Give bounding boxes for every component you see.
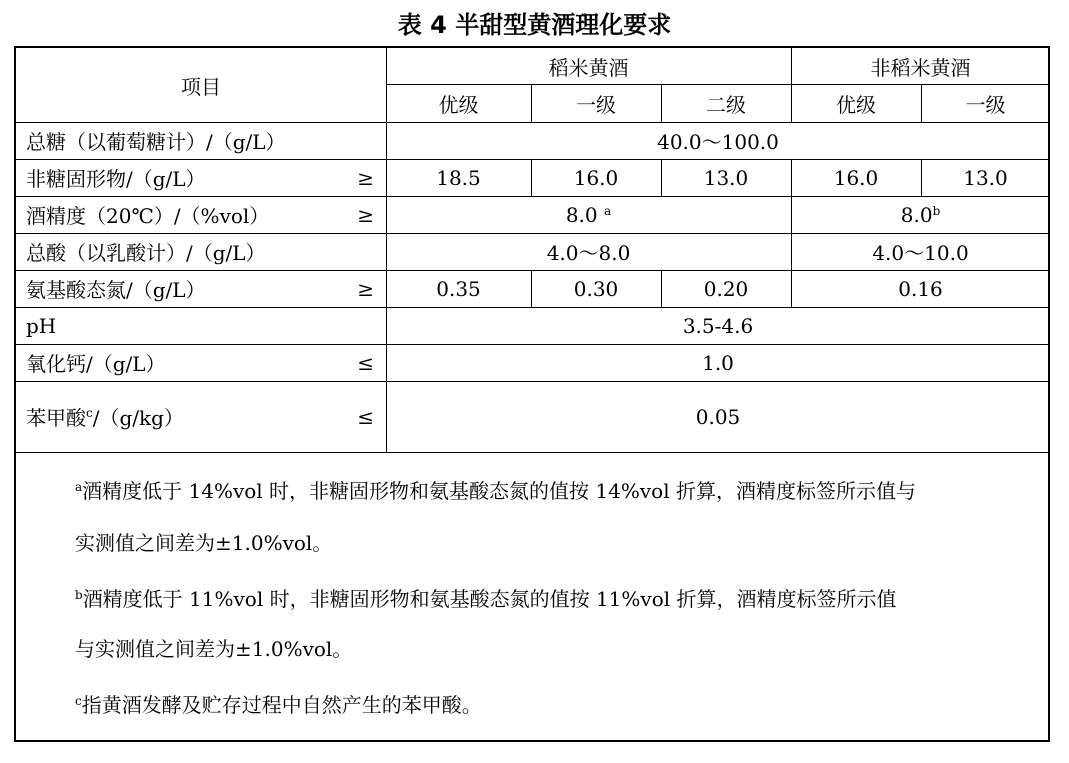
row-label — [16, 344, 386, 381]
table-cell: 40.0～100.0 — [657, 130, 779, 154]
footnote-mark: c — [86, 405, 93, 420]
row-label — [16, 307, 386, 344]
row-label — [16, 196, 386, 233]
table-cell: 16.0 — [833, 165, 879, 190]
row-label — [16, 159, 386, 196]
comparison-sign: ≤ — [357, 350, 374, 375]
footnote-mark: b — [75, 588, 83, 602]
row-label — [16, 270, 386, 307]
row-label-unit: /（g/kg） — [92, 406, 184, 430]
table-cell: 13.0 — [703, 165, 749, 190]
header-item: 项目 — [181, 74, 221, 99]
footnote-mark: a — [75, 480, 83, 494]
row-label-text: 苯甲酸 — [26, 406, 86, 430]
header-group-nonrice: 非稻米黄酒 — [870, 55, 971, 80]
table-cell: 1.0 — [702, 350, 734, 375]
comparison-sign: ≥ — [357, 165, 374, 190]
footnote-c — [75, 689, 482, 722]
footnote-text: 酒精度低于 11%vol 时，非糖固形物和氨基酸态氮的值按 11%vol 折算，酒精度标签所示值 — [82, 587, 897, 611]
row-label — [16, 381, 386, 452]
header-grade: 二级 — [706, 92, 746, 117]
footnote-mark: b — [932, 203, 941, 218]
footnote-text: 实测值之间差为±1.0%vol。 — [75, 531, 333, 555]
table-cell: 13.0 — [963, 165, 1008, 190]
table-cell: 3.5-4.6 — [682, 313, 754, 338]
table-cell — [791, 196, 1050, 233]
table-cell: 0.20 — [703, 276, 749, 301]
row-label-text: 总酸（以乳酸计）/（g/L） — [26, 241, 266, 265]
table-cell: 0.30 — [573, 276, 619, 301]
header-grade: 一级 — [576, 92, 616, 117]
table-cell: 0.05 — [695, 404, 741, 429]
footnote-mark: c — [75, 694, 82, 708]
table-cell: 4.0～8.0 — [546, 241, 631, 265]
footnote-text: 酒精度低于 14%vol 时，非糖固形物和氨基酸态氮的值按 14%vol 折算，酒精度标签所示值与 — [82, 479, 916, 503]
comparison-sign: ≥ — [357, 276, 374, 301]
comparison-sign: ≥ — [357, 202, 374, 227]
cell-value: 8.0 — [900, 202, 933, 227]
table-cell — [386, 196, 791, 233]
row-label-text: 氨基酸态氮/（g/L） — [26, 278, 206, 302]
footnote-text: 指黄酒发酵及贮存过程中自然产生的苯甲酸。 — [81, 693, 482, 717]
footnote-a-cont — [75, 527, 332, 560]
header-grade: 一级 — [965, 92, 1006, 117]
row-label-text: 非糖固形物/（g/L） — [26, 167, 206, 191]
footnote-a — [75, 475, 916, 508]
table-cell: 0.16 — [898, 276, 943, 301]
row-label — [16, 233, 386, 270]
comparison-sign: ≤ — [357, 404, 374, 429]
row-label — [16, 122, 386, 159]
row-label-text: pH — [26, 313, 57, 338]
header-grade: 优级 — [836, 92, 876, 117]
table-title: 表 4 半甜型黄酒理化要求 — [397, 11, 672, 39]
table-cell: 4.0～10.0 — [872, 241, 969, 265]
table-cell: 16.0 — [573, 165, 619, 190]
table-cell: 18.5 — [436, 165, 481, 190]
footnote-text: 与实测值之间差为±1.0%vol。 — [75, 637, 353, 661]
footnote-mark: a — [604, 203, 612, 218]
row-label-text: 氧化钙/（g/L） — [26, 352, 166, 376]
table-cell: 0.35 — [436, 276, 481, 301]
row-label-text: 酒精度（20℃）/（%vol） — [26, 204, 270, 228]
footnote-b-cont — [75, 633, 352, 666]
cell-value: 8.0 — [565, 202, 598, 227]
header-grade: 优级 — [438, 92, 479, 117]
hline — [16, 452, 1050, 453]
footnote-b — [75, 583, 897, 616]
row-label-text: 总糖（以葡萄糖计）/（g/L） — [26, 130, 286, 154]
header-group-rice: 稻米黄酒 — [548, 55, 629, 80]
